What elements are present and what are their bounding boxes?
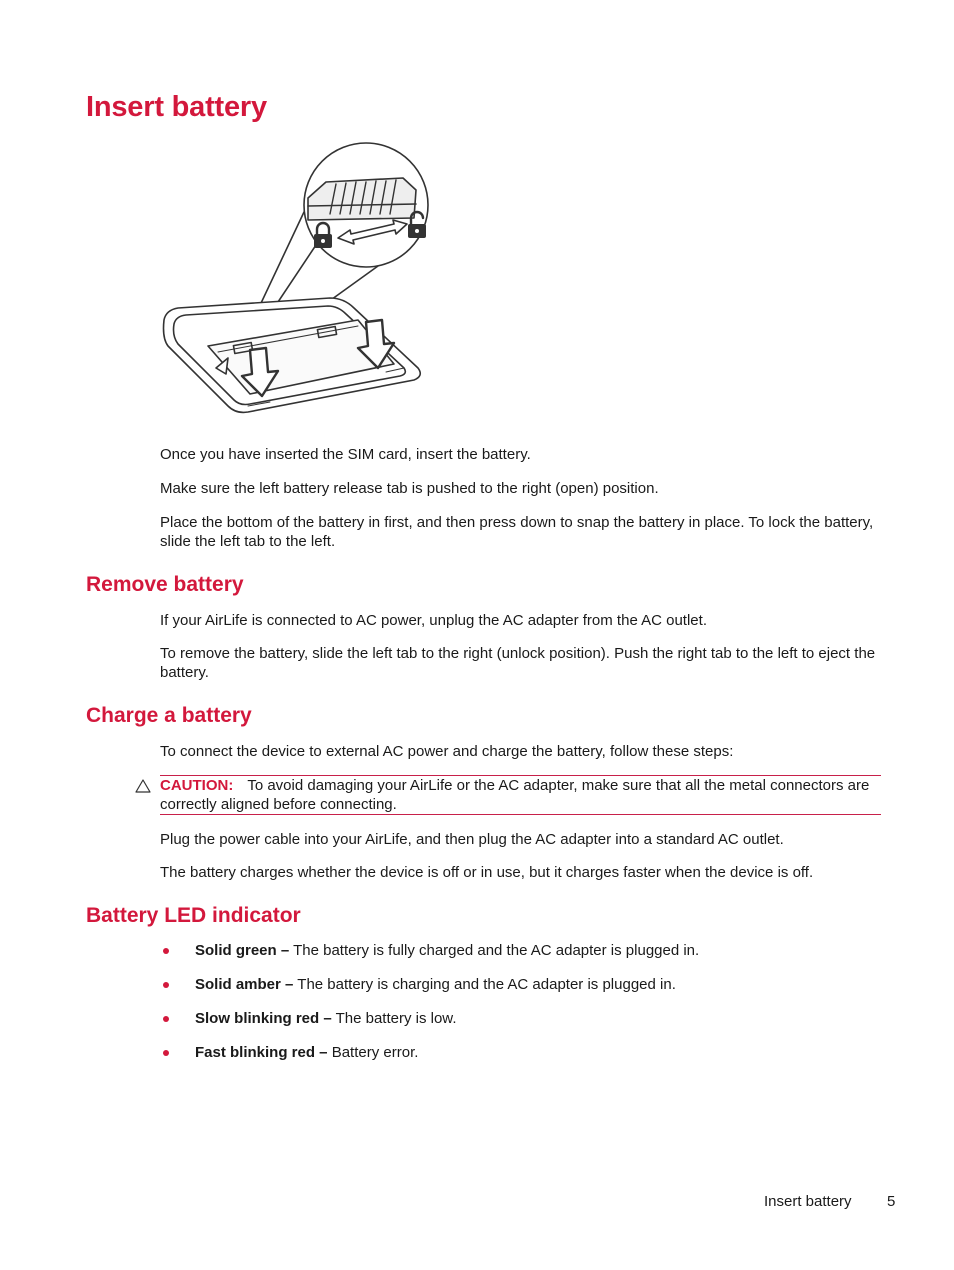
led-indicator-heading: Battery LED indicator (86, 904, 301, 927)
list-item (160, 941, 880, 960)
battery-insertion-illustration (158, 140, 440, 430)
bullet-icon (163, 1050, 169, 1056)
caution-note (160, 776, 880, 814)
insert-instruction-3: Place the bottom of the battery in first, and then press down to snap the battery in place. To lock the battery, slide the left tab to the left. (160, 514, 874, 550)
charge-instruction-2: Plug the power cable into your AirLife, and then plug the AC adapter into a standard AC outlet. (160, 831, 784, 848)
bullet-icon (163, 1016, 169, 1022)
footer-section-title: Insert battery (764, 1193, 852, 1210)
remove-instruction-2: To remove the battery, slide the left tab to the right (unlock position). Push the right tab to the left to eject the battery. (160, 645, 876, 681)
caution-bottom-rule (160, 814, 881, 815)
caution-text: To avoid damaging your AirLife or the AC adapter, make sure that all the metal connectors are correctly aligned before connecting. (160, 777, 870, 813)
charge-instruction-1: To connect the device to external AC power and charge the battery, follow these steps: (160, 743, 734, 760)
led-term: Solid green – (195, 942, 290, 959)
charge-battery-heading: Charge a battery (86, 704, 252, 727)
list-item (160, 975, 880, 994)
led-description: The battery is low. (335, 1010, 457, 1027)
insert-instruction-2: Make sure the left battery release tab is pushed to the right (open) position. (160, 480, 659, 497)
led-description: The battery is charging and the AC adapter is plugged in. (297, 976, 676, 993)
led-description: Battery error. (331, 1044, 419, 1061)
led-description: The battery is fully charged and the AC adapter is plugged in. (293, 942, 700, 959)
led-term: Solid amber – (195, 976, 294, 993)
insert-instruction-1: Once you have inserted the SIM card, insert the battery. (160, 446, 531, 463)
led-term: Slow blinking red – (195, 1010, 332, 1027)
remove-battery-heading: Remove battery (86, 573, 244, 596)
page-title: Insert battery (86, 91, 267, 123)
caution-label: CAUTION: (160, 777, 234, 794)
caution-triangle-icon (135, 779, 151, 793)
led-status-list (160, 941, 880, 1077)
bullet-icon (163, 982, 169, 988)
charge-instruction-3: The battery charges whether the device is off or in use, but it charges faster when the device is off. (160, 864, 814, 881)
bullet-icon (163, 948, 169, 954)
led-term: Fast blinking red – (195, 1044, 328, 1061)
list-item (160, 1043, 880, 1062)
footer-page-number: 5 (887, 1193, 896, 1210)
list-item (160, 1009, 880, 1028)
remove-instruction-1: If your AirLife is connected to AC power, unplug the AC adapter from the AC outlet. (160, 612, 707, 629)
